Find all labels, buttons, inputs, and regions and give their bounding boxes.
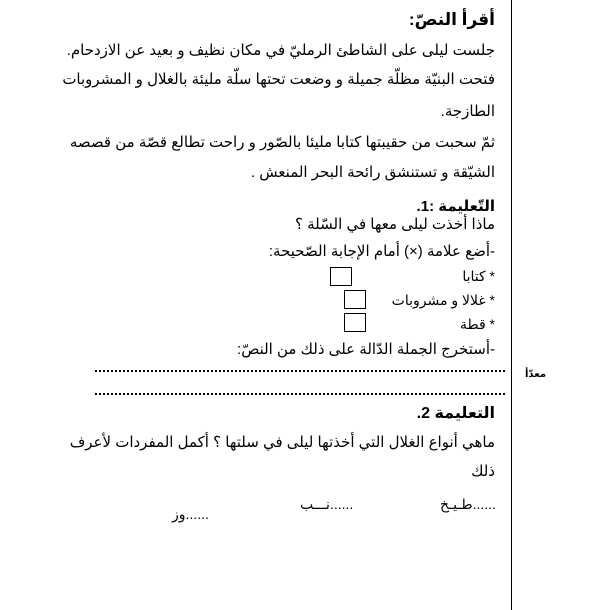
- option-checkbox[interactable]: [344, 313, 366, 332]
- reading-line: الشيّقة و تستنشق رائحة البحر المنعش .: [250, 164, 495, 181]
- option-label: * قطة: [459, 316, 495, 332]
- option-checkbox[interactable]: [344, 290, 366, 309]
- option-checkbox[interactable]: [330, 267, 352, 286]
- reading-line: جلست ليلى على الشاطئ الرمليّ في مكان نظيف و بعيد عن الازدحام.: [66, 42, 495, 59]
- task1-question: ماذا أخذت ليلى معها في السّلة ؟: [295, 216, 495, 233]
- answer-line[interactable]: [95, 391, 505, 395]
- answer-line[interactable]: [95, 368, 505, 372]
- reading-line: فتحت البنيّة مظلّة جميلة و وضعت تحتها سلّة مليئة بالغلال و المشروبات: [62, 71, 495, 88]
- word-blank[interactable]: ......طـيـخ: [440, 496, 496, 512]
- word-blank[interactable]: ......نـــب: [300, 496, 354, 512]
- margin-line: [511, 0, 512, 610]
- task1-title: التّعليمة :1.: [416, 198, 495, 215]
- word-blank[interactable]: ......وز: [172, 506, 209, 522]
- reading-line: ثمّ سحبت من حقيبتها كتابا مليئا بالصّور و راحت تطالع قصّة من قصصه: [69, 134, 495, 151]
- option-label: * كتابا: [462, 268, 495, 284]
- task1-extract: -أستخرج الجملة الدّالة على ذلك من النصّ:: [237, 341, 495, 358]
- option-label: * غلالا و مشروبات: [391, 292, 495, 308]
- task2-question-line: ذلك: [471, 463, 495, 480]
- task1-instruction: -أضع علامة (×) أمام الإجابة الصّحيحة:: [268, 243, 495, 260]
- task2-question-line: ماهي أنواع الغلال التي أخذتها ليلى في سلتها ؟ أكمل المفردات لأعرف: [69, 434, 495, 451]
- margin-label: معدّأ: [525, 369, 547, 380]
- task2-title: التعليمة 2.: [416, 405, 495, 422]
- reading-line: الطازجة.: [440, 103, 495, 120]
- reading-title: أقرأ النصّ:: [408, 10, 495, 29]
